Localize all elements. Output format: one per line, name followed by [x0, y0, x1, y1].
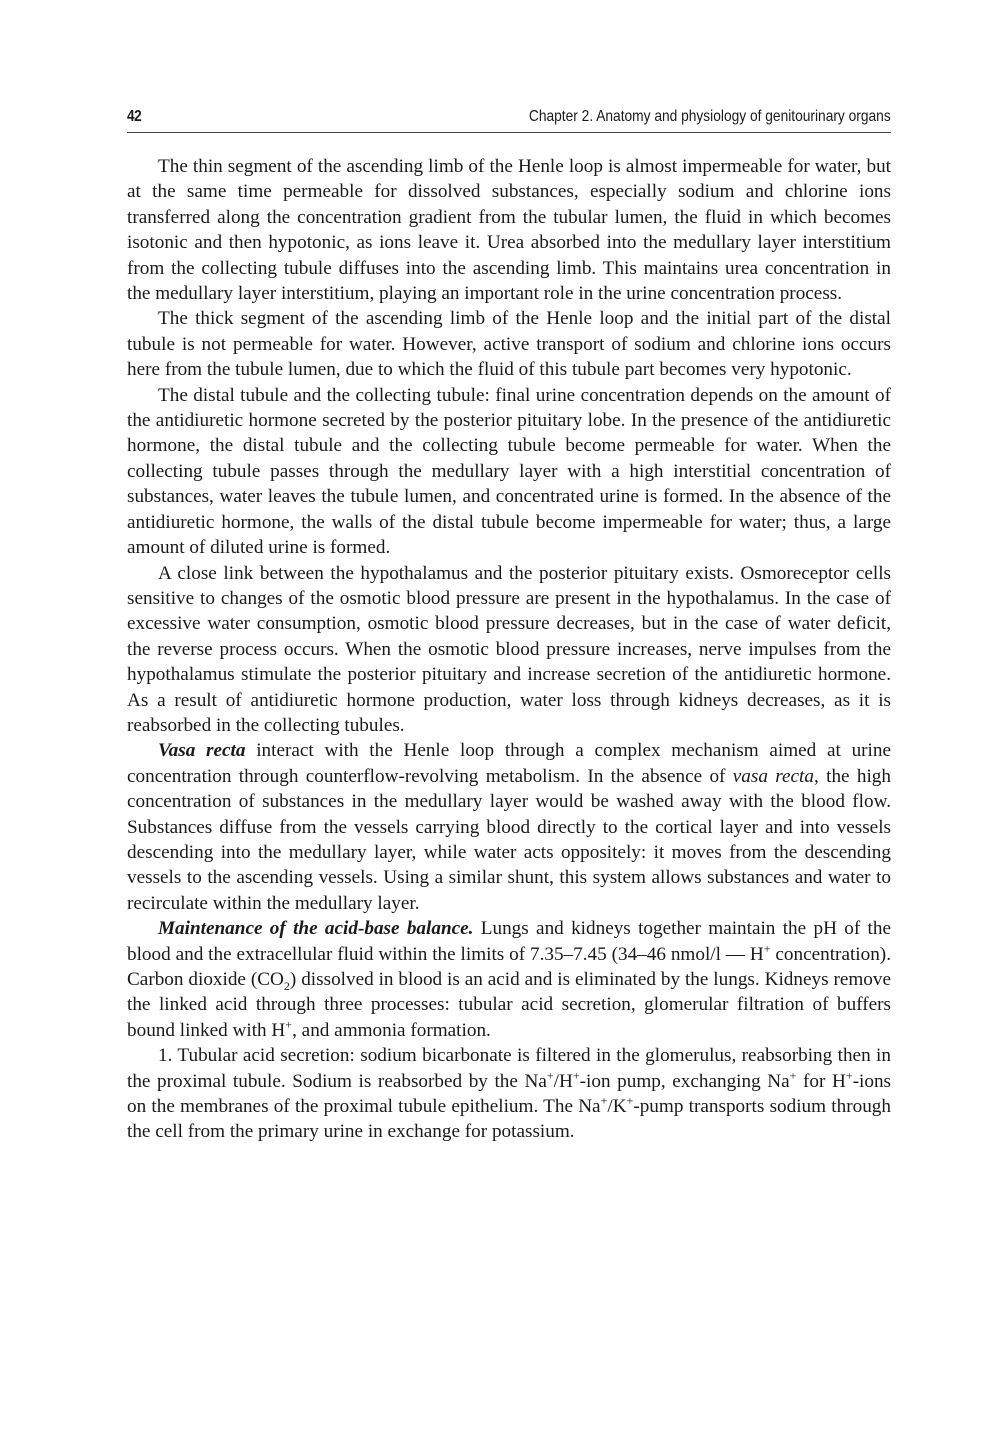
paragraph	[127, 561, 891, 739]
sup-script: +	[546, 1068, 554, 1083]
text-run: ) dissolved in blood is an acid and is eliminated by the lungs. Kidneys remove the linked acid through three processes: tubular acid secretion, glomerular filtration of buffers bound linked with H	[127, 969, 891, 1041]
paragraph	[127, 383, 891, 561]
running-header	[127, 106, 891, 133]
body-text	[127, 154, 891, 1145]
sup-script: +	[845, 1068, 853, 1083]
text-run: The thin segment of the ascending limb of the Henle loop is almost impermeable for water, but at the same time permeable for dissolved substances, especially sodium and chlorine ions transferred along the concentration gradient from the tubular lumen, the fluid in which becomes isotonic and then hypotonic, as ions leave it. Urea absorbed into the medullary layer interstitium from the collecting tubule diffuses into the ascending limb. This maintains urea concentration in the medullary layer interstitium, playing an important role in the urine concentration process.	[127, 156, 891, 305]
paragraph	[127, 306, 891, 382]
text-run: concentration). Carbon dioxide (CO	[127, 943, 891, 990]
sup-script: +	[600, 1093, 608, 1108]
text-run: The distal tubule and the collecting tubule: final urine concentration depends on the amount of the antidiuretic hormone secreted by the posterior pituitary lobe. In the presence of the antidiuretic hormone, the distal tubule and the collecting tubule become permeable for water. When the collecting tubule passes through the medullary layer with a high interstitial concentration of substances, water leaves the tubule lumen, and concentrated urine is formed. In the absence of the antidiuretic hormone, the walls of the distal tubule become impermeable for water; thus, a large amount of diluted urine is formed.	[127, 384, 891, 559]
text-run: interact with the Henle loop through a complex mechanism aimed at urine concentration through counterflow-revolving metabolism. In the absence of	[127, 740, 891, 787]
paragraph	[127, 738, 891, 916]
text-run: /K	[607, 1096, 627, 1118]
text-run: , the high concentration of substances in the medullary layer would be washed away with the blood flow. Substances diffuse from the vessels carrying blood directly to the cortical layer and into vessels descending into the medullary layer, while water acts oppositely: it moves from the descending vessels to the ascending vessels. Using a similar shunt, this system allows substances and water to recirculate within the medullary layer.	[127, 765, 891, 914]
sup-script: +	[572, 1068, 580, 1083]
sup-script: +	[763, 941, 771, 956]
chapter-title: Chapter 2. Anatomy and physiology of genitourinary organs	[529, 108, 891, 125]
sup-script: +	[789, 1068, 797, 1083]
emphasized-term: Maintenance of the acid-base balance.	[158, 918, 474, 940]
text-run: -ions on the membranes of the proximal tubule epithelium. The Na	[127, 1070, 892, 1118]
text-run: Lungs and kidneys together maintain the pH of the blood and the extracellular fluid within the limits of 7.35–7.45 (34–46 nmol/l — H	[127, 918, 891, 965]
text-run: The thick segment of the ascending limb of the Henle loop and the initial part of the distal tubule is not permeable for water. However, active transport of sodium and chlorine ions occurs here from the tubule lumen, due to which the fluid of this tubule part becomes very hypotonic.	[127, 308, 891, 381]
emphasized-term: Vasa recta	[158, 740, 246, 762]
text-run: for H	[796, 1070, 846, 1092]
italic-term: vasa recta	[732, 765, 814, 787]
page-number: 42	[127, 108, 142, 125]
sup-script: +	[626, 1093, 634, 1108]
text-run: /H	[553, 1070, 573, 1092]
paragraph	[127, 916, 891, 1043]
sub-script: 2	[283, 978, 290, 993]
text-run: -ion pump, exchanging Na	[579, 1070, 790, 1092]
text-run: , and ammonia formation.	[292, 1019, 491, 1041]
paragraph	[127, 1043, 891, 1145]
paragraph	[127, 154, 891, 306]
text-run: -pump transports sodium through the cell from the primary urine in exchange for potassium.	[127, 1096, 891, 1143]
text-run: 1. Tubular acid secretion: sodium bicarbonate is filtered in the glomerulus, reabsorbing then in the proximal tubule. Sodium is reabsorbed by the Na	[127, 1045, 891, 1092]
sup-script: +	[285, 1017, 293, 1032]
text-run: A close link between the hypothalamus and the posterior pituitary exists. Osmoreceptor cells sensitive to changes of the osmotic blood pressure are present in the hypothalamus. In the case of excessive water consumption, osmotic blood pressure decreases, but in the case of water deficit, the reverse process occurs. When the osmotic blood pressure increases, nerve impulses from the hypothalamus stimulate the posterior pituitary and increase secretion of the antidiuretic hormone. As a result of antidiuretic hormone production, water loss through kidneys decreases, as it is reabsorbed in the collecting tubules.	[127, 562, 891, 736]
